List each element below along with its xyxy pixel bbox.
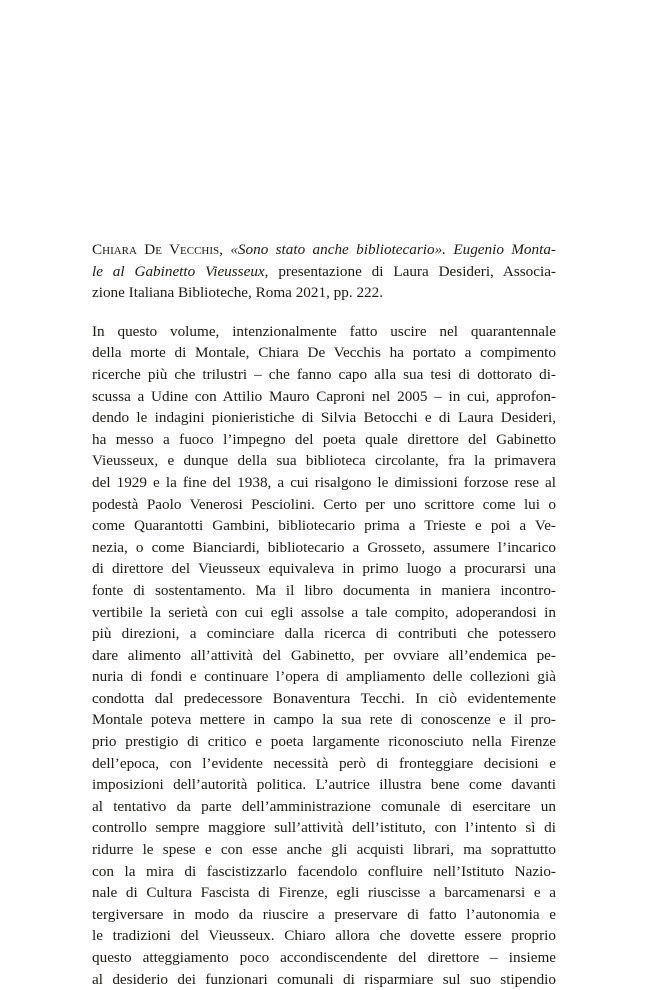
body-line: più direzioni, a cominciare dalla ricerca di contributi che potessero bbox=[92, 625, 556, 643]
body-line: nuria di fondi e continuare l’opera di ampliamento delle collezioni già bbox=[92, 668, 556, 686]
body-line: del 1929 e la fine del 1938, a cui risalgono le dimissioni forzose rese al bbox=[92, 473, 556, 491]
body-line: Vieusseux, e dunque della sua biblioteca circolante, fra la primavera bbox=[92, 452, 556, 470]
body-line: al desiderio dei funzionari comunali di risparmiare sul suo stipendio bbox=[92, 970, 556, 988]
body-line: di direttore del Vieusseux equivaleva in primo luogo a procurarsi una bbox=[92, 560, 556, 578]
body-line: fonte di sostentamento. Ma il libro documenta in maniera incontro- bbox=[92, 581, 556, 599]
body-line: imposizioni dell’autorità politica. L’autrice illustra bene come davanti bbox=[92, 776, 556, 794]
body-line: ha messo a fuoco l’impegno del poeta quale direttore del Gabinetto bbox=[92, 430, 556, 448]
citation-author: Chiara De Vecchis bbox=[92, 241, 220, 258]
citation-publication-details: , presentazione di Laura Desideri, Associa- bbox=[264, 262, 556, 280]
review-text-block bbox=[92, 239, 556, 990]
body-line: scussa a Udine con Attilio Mauro Caproni nel 2005 – in cui, approfon- bbox=[92, 387, 556, 405]
body-line: ricerche più che trilustri – che fanno capo alla sua tesi di dottorato di- bbox=[92, 365, 556, 383]
body-line: ridurre le spese e con esse anche gli acquisti librari, ma soprattutto bbox=[92, 841, 556, 859]
body-line: dare alimento all’attività del Gabinetto, per ovviare all’endemica pe- bbox=[92, 646, 556, 664]
review-citation bbox=[92, 239, 556, 304]
citation-line-3: zione Italiana Biblioteche, Roma 2021, pp. 222. bbox=[92, 284, 384, 302]
citation-title-part-2: le al Gabinetto Vieusseux bbox=[92, 262, 265, 280]
body-line: al tentativo da parte dell’amministrazione comunale di esercitare un bbox=[92, 797, 556, 815]
body-line: dendo le indagini pionieristiche di Silvia Betocchi e di Laura Desideri, bbox=[92, 409, 556, 427]
body-line: con la mira di fascistizzarlo facendolo confluire nell’Istituto Nazio- bbox=[92, 862, 556, 880]
body-line: della morte di Montale, Chiara De Vecchis ha portato a compimento bbox=[92, 344, 556, 362]
citation-title-part-1: «Sono stato anche bibliotecario». Eugenio Monta- bbox=[230, 241, 556, 258]
citation-line-2 bbox=[92, 261, 556, 283]
body-line: In questo volume, intenzionalmente fatto uscire nel quarantennale bbox=[92, 322, 556, 340]
body-line: nezia, o come Bianciardi, bibliotecario a Grosseto, assumere l’incarico bbox=[92, 538, 556, 556]
paragraph-gap bbox=[92, 304, 556, 321]
body-line: condotta dal predecessore Bonaventura Tecchi. In ciò evidentemente bbox=[92, 689, 556, 707]
body-line: prio prestigio di critico e poeta largamente riconosciuto nella Firenze bbox=[92, 733, 556, 751]
body-line: dell’epoca, con l’evidente necessità però di fronteggiare decisioni e bbox=[92, 754, 556, 772]
body-line: questo atteggiamento poco accondiscendente del direttore – insieme bbox=[92, 949, 556, 966]
citation-line-1: Chiara De Vecchis, «Sono stato anche bibliotecario». Eugenio Monta- bbox=[92, 241, 556, 258]
body-line: tergiversare in modo da riuscire a preservare di fatto l’autonomia e bbox=[92, 905, 556, 923]
body-line: Montale poteva mettere in campo la sua rete di conoscenze e il pro- bbox=[92, 711, 556, 729]
body-line: le tradizioni del Vieusseux. Chiaro allora che dovette essere proprio bbox=[92, 927, 556, 945]
body-line: controllo sempre maggiore sull’attività dell’istituto, con l’intento sì di bbox=[92, 819, 556, 837]
body-line: nale di Cultura Fascista di Firenze, egli riuscisse a barcamenarsi e a bbox=[92, 884, 556, 902]
body-line: podestà Paolo Venerosi Pesciolini. Certo per uno scrittore come lui o bbox=[92, 495, 556, 513]
review-body-paragraph bbox=[92, 321, 556, 990]
body-line: come Quarantotti Gambini, bibliotecario prima a Trieste e poi a Ve- bbox=[92, 517, 556, 535]
body-line: vertibile la serietà con cui egli assolse a tale compito, adoperandosi in bbox=[92, 603, 556, 621]
